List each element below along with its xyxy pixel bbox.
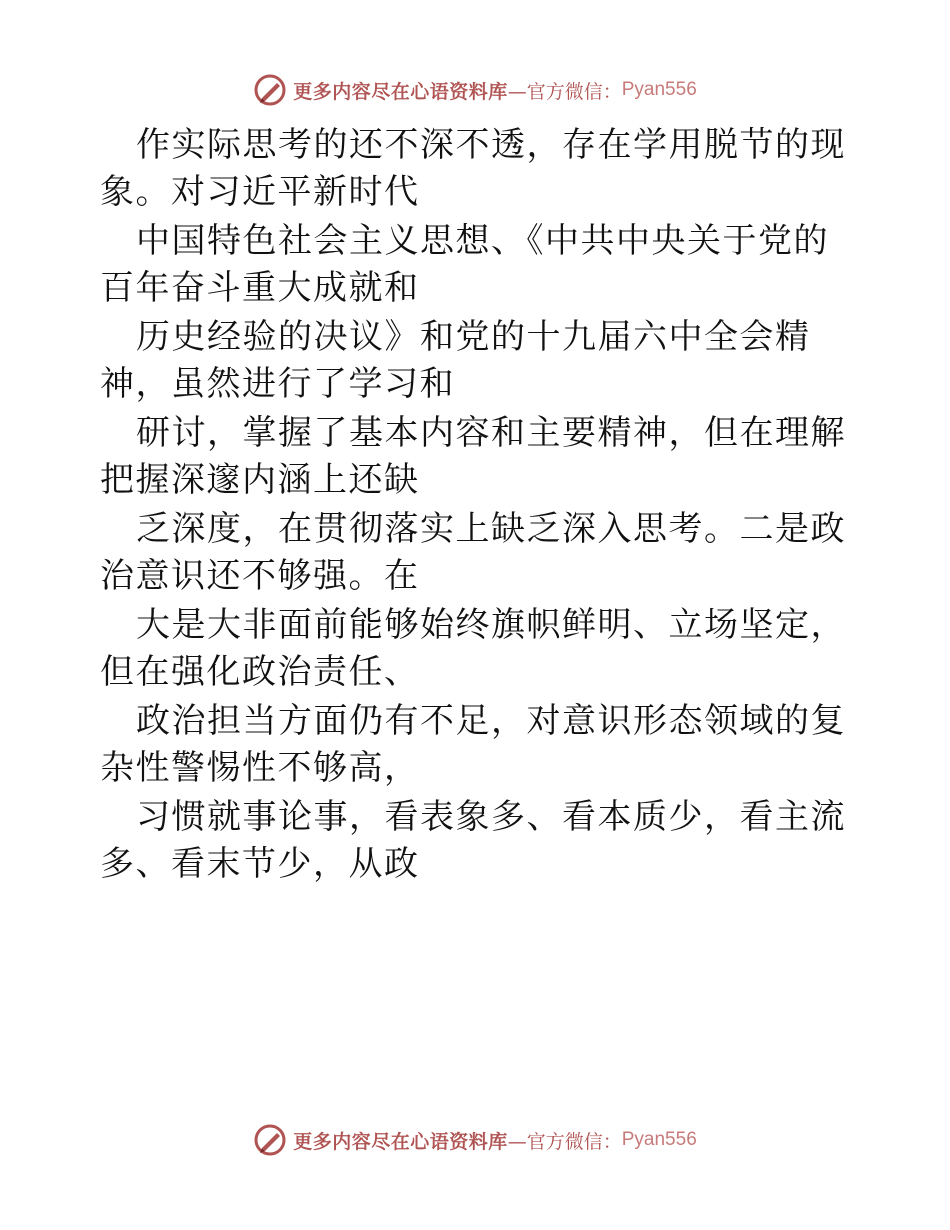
document-body [100, 122, 860, 890]
header-banner-text: 更多内容尽在心语资料库 [293, 80, 508, 103]
footer-banner-text: 更多内容尽在心语资料库 [293, 1130, 508, 1153]
header-banner-separator: —官方微信： [507, 80, 622, 103]
header-banner [0, 70, 950, 110]
footer-banner-separator: —官方微信： [507, 1130, 622, 1153]
pen-logo-icon [253, 1123, 287, 1157]
paragraph: 作实际思考的还不深不透，存在学用脱节的现象。对习近平新时代 [100, 125, 846, 212]
header-banner-id: Pyan556 [621, 79, 697, 100]
paragraph: 中国特色社会主义思想、《中共中央关于党的百年奋斗重大成就和 [100, 221, 829, 308]
paragraph: 政治担当方面仍有不足，对意识形态领域的复杂性警惕性不够高， [100, 701, 846, 788]
pen-logo-icon [253, 73, 287, 107]
footer-banner [0, 1120, 950, 1160]
paragraph: 习惯就事论事，看表象多、看本质少，看主流多、看末节少，从政 [100, 797, 846, 884]
footer-banner-id: Pyan556 [621, 1129, 697, 1150]
paragraph: 大是大非面前能够始终旗帜鲜明、立场坚定，但在强化政治责任、 [100, 605, 846, 692]
paragraph: 历史经验的决议》和党的十九届六中全会精神，虽然进行了学习和 [100, 317, 811, 404]
paragraph: 研讨，掌握了基本内容和主要精神，但在理解把握深邃内涵上还缺 [100, 413, 846, 500]
paragraph: 乏深度，在贯彻落实上缺乏深入思考。二是政治意识还不够强。在 [100, 509, 846, 596]
